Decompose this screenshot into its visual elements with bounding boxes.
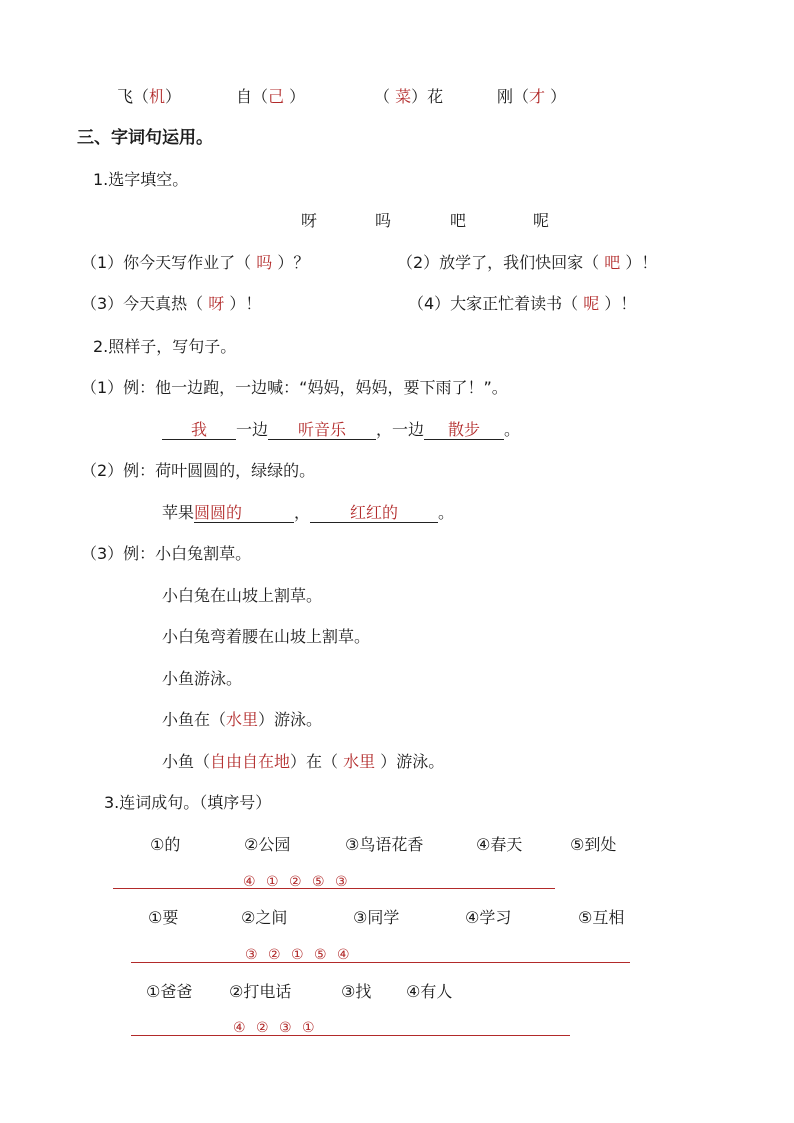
q3-word: ④学习 xyxy=(465,908,512,927)
q3-word: ③鸟语花香 xyxy=(345,835,424,854)
q2-example-1: （1）例：他一边跑，一边喊：“妈妈，妈妈，要下雨了！”。 xyxy=(81,378,508,397)
q1-title: 1.选字填空。 xyxy=(93,170,189,189)
q2-title: 2.照样子，写句子。 xyxy=(93,337,237,356)
blank-answer: 我 xyxy=(162,420,236,440)
sentence-answer: 自由自在地 xyxy=(210,752,291,771)
q3-word: ⑤到处 xyxy=(570,835,617,854)
q1-choice: 呀 xyxy=(301,211,318,230)
q1-item-pre: （4）大家正忙着读书（ xyxy=(408,294,584,313)
top-item-1 xyxy=(117,87,181,107)
q3-answer: ④ ① ② ⑤ ③ xyxy=(243,874,351,890)
q3-word: ②打电话 xyxy=(229,982,292,1001)
q3-word: ①要 xyxy=(148,908,179,927)
q3-answer: ④ ② ③ ① xyxy=(233,1020,318,1036)
top-item-pre: 飞（ xyxy=(117,87,150,106)
top-item-pre: 自（ xyxy=(236,87,269,106)
q3-word: ①爸爸 xyxy=(146,982,193,1001)
q1-item-answer: 呀 xyxy=(208,294,225,313)
answer-line xyxy=(131,962,630,963)
q3-word: ⑤互相 xyxy=(578,908,625,927)
top-item-answer: 己 xyxy=(268,87,285,106)
q1-item-pre: （3）今天真热（ xyxy=(81,294,209,313)
top-item-post: ） xyxy=(284,87,306,106)
sentence-pre: 小鱼在（ xyxy=(162,710,227,729)
top-item-4 xyxy=(497,87,566,107)
prefix-text: 苹果 xyxy=(162,503,195,522)
q1-item-answer: 呢 xyxy=(583,294,600,313)
q1-item-3 xyxy=(81,294,261,314)
blank-answer: 听音乐 xyxy=(268,420,376,440)
q3-word: ③同学 xyxy=(353,908,400,927)
q2-answer-line-2 xyxy=(162,503,454,523)
answer-line xyxy=(131,1035,570,1036)
q3-word: ②公园 xyxy=(244,835,291,854)
answer-line xyxy=(113,888,555,889)
q1-item-2 xyxy=(397,253,657,273)
q1-item-pre: （2）放学了，我们快回家（ xyxy=(397,253,605,272)
blank-answer: 红红的 xyxy=(310,503,438,523)
top-item-pre: 刚（ xyxy=(497,87,530,106)
q1-item-post: ）！ xyxy=(599,294,637,313)
q3-word: ④有人 xyxy=(406,982,453,1001)
connector-text: ，一边 xyxy=(376,420,425,439)
q3-title: 3.连词成句。（填序号） xyxy=(104,793,272,812)
q1-item-post: ）！ xyxy=(224,294,262,313)
q2-sentence: 小白兔弯着腰在山坡上割草。 xyxy=(162,627,371,646)
q2-example-3: （3）例：小白兔割草。 xyxy=(81,544,252,563)
blank-answer: 散步 xyxy=(424,420,504,440)
q3-word: ③找 xyxy=(341,982,372,1001)
q2-sentence xyxy=(162,752,444,772)
top-item-answer: 机 xyxy=(149,87,166,106)
q3-word: ①的 xyxy=(150,835,181,854)
q1-choice: 吧 xyxy=(450,211,467,230)
q1-item-answer: 吧 xyxy=(604,253,621,272)
q1-item-answer: 吗 xyxy=(256,253,273,272)
q2-answer-line-1 xyxy=(162,420,520,440)
sentence-mid: ）在（ xyxy=(290,752,344,771)
q1-item-1 xyxy=(81,253,309,273)
sentence-post: ）游泳。 xyxy=(375,752,445,771)
q2-sentence: 小鱼游泳。 xyxy=(162,669,243,688)
top-item-3 xyxy=(374,87,443,107)
q1-choice: 吗 xyxy=(375,211,392,230)
sentence-answer: 水里 xyxy=(226,710,259,729)
top-item-post: ） xyxy=(545,87,567,106)
sentence-pre: 小鱼（ xyxy=(162,752,211,771)
section-title: 三、字词句运用。 xyxy=(77,128,213,148)
end-punct: 。 xyxy=(438,503,455,522)
q2-example-2: （2）例：荷叶圆圆的，绿绿的。 xyxy=(81,461,316,480)
top-item-answer: 才 xyxy=(529,87,546,106)
q3-word: ②之间 xyxy=(241,908,288,927)
connector-text: ， xyxy=(294,503,311,522)
q2-sentence: 小白兔在山坡上割草。 xyxy=(162,586,323,605)
sentence-post: ）游泳。 xyxy=(258,710,323,729)
top-item-post: ）花 xyxy=(411,87,444,106)
q3-answer: ③ ② ① ⑤ ④ xyxy=(245,947,353,963)
end-punct: 。 xyxy=(504,420,521,439)
q1-choice: 呢 xyxy=(533,211,550,230)
connector-text: 一边 xyxy=(236,420,269,439)
q1-item-post: ）！ xyxy=(620,253,658,272)
q1-item-post: ）？ xyxy=(272,253,310,272)
top-item-post: ） xyxy=(165,87,182,106)
q1-item-pre: （1）你今天写作业了（ xyxy=(81,253,257,272)
top-item-2 xyxy=(236,87,305,107)
q3-word: ④春天 xyxy=(476,835,523,854)
q1-item-4 xyxy=(408,294,636,314)
top-item-pre: （ xyxy=(374,87,396,106)
sentence-answer: 水里 xyxy=(343,752,376,771)
blank-answer: 圆圆的 xyxy=(194,503,294,523)
q2-sentence xyxy=(162,710,322,730)
top-item-answer: 菜 xyxy=(395,87,412,106)
